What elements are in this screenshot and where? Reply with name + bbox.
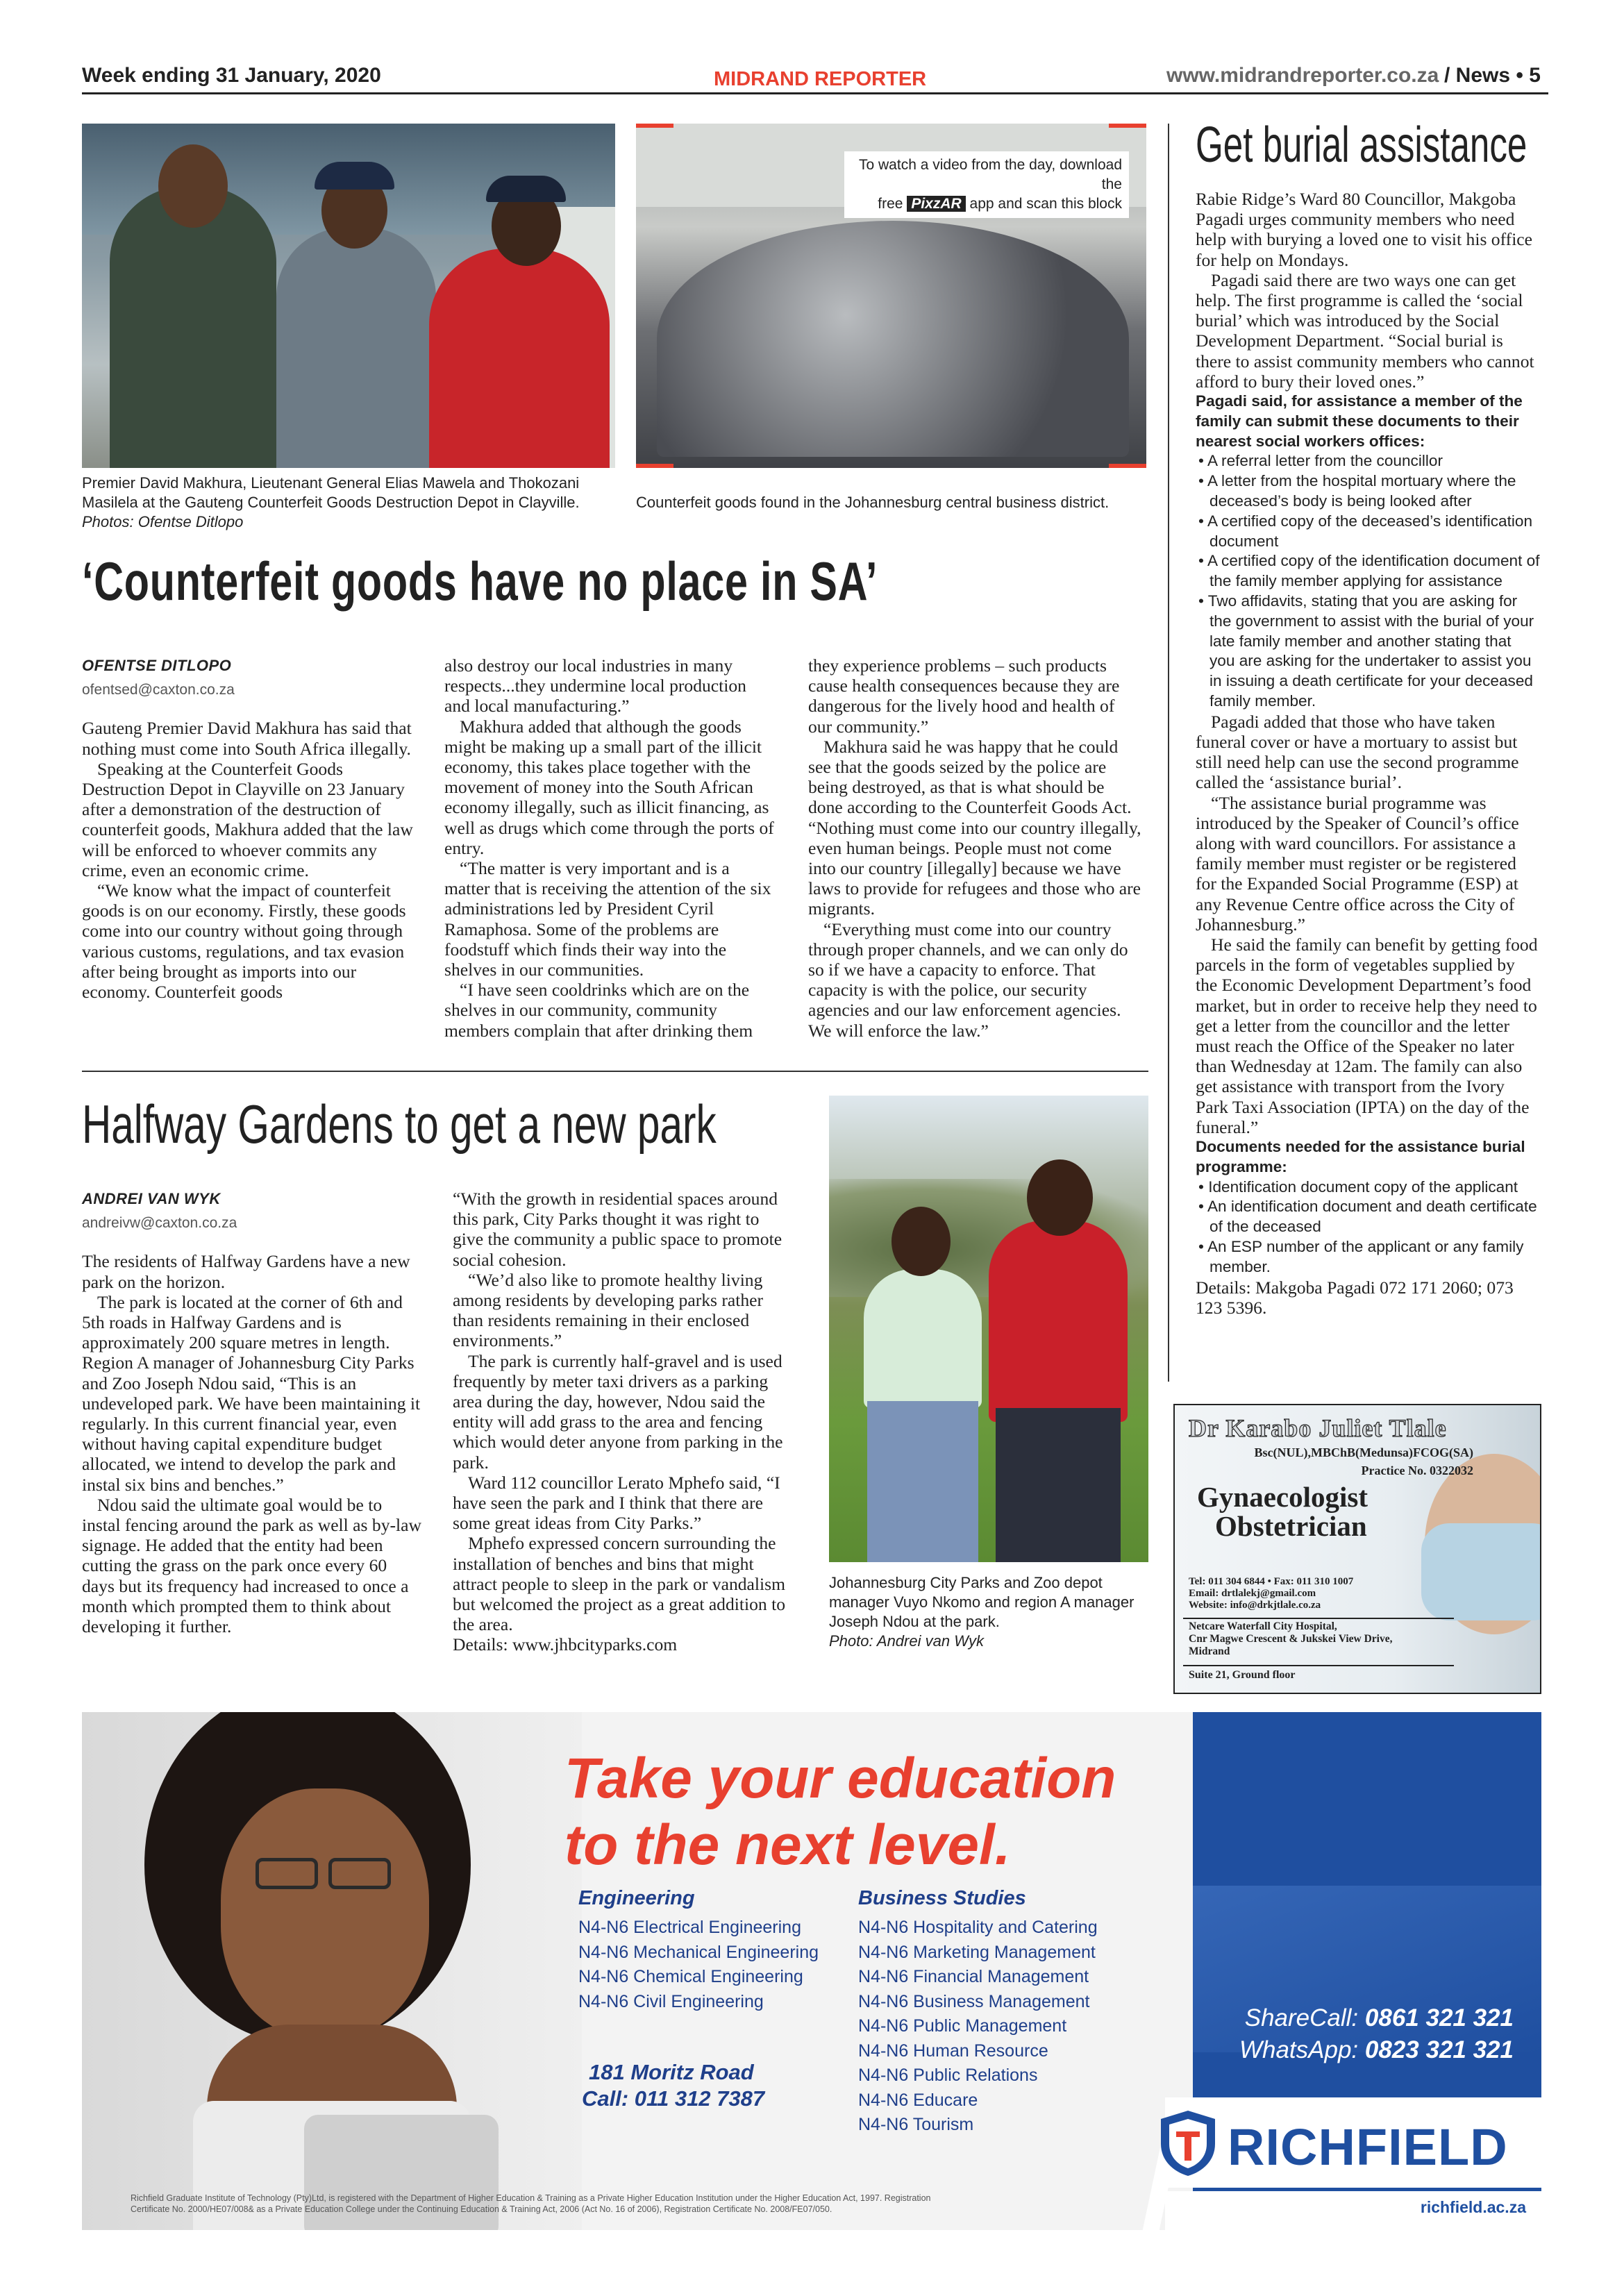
list-item: • An ESP number of the applicant or any family member. — [1198, 1238, 1524, 1275]
caption-text: Premier David Makhura, Lieutenant General Elias Mawela and Thokozani Masilela at the Gauteng Counterfeit Goods Destruction Depot in Clayville. — [82, 474, 580, 511]
course-item: N4-N6 Electrical Engineering — [578, 1918, 801, 1937]
practice-number: Practice No. 0322032 — [1361, 1464, 1473, 1477]
richfield-ad[interactable] — [82, 1712, 1541, 2230]
course-item: N4-N6 Financial Management — [858, 1967, 1089, 1986]
goods-caption: Counterfeit goods found in the Johannesburg central business district. — [636, 494, 1110, 511]
course-item: N4-N6 Chemical Engineering — [578, 1967, 803, 1986]
course-item: N4-N6 Civil Engineering — [578, 1991, 764, 2011]
park-headline: Halfway Gardens to get a new park — [82, 1093, 717, 1155]
richfield-shield-icon — [1157, 2108, 1219, 2177]
doctor-quals: Bsc(NUL),MBChB(Medunsa)FCOG(SA) — [1254, 1446, 1473, 1459]
counterfeit-goods-photo — [636, 124, 1146, 468]
park-col-1: ANDREI VAN WYK andreivw@caxton.co.za The residents of Halfway Gardens have a new park on the horizon. The park is located at the corner of 6th and 5th roads in Halfway Gardens and is approximately 200 square metres in length. Region A manager of Johannesburg City Parks and Zoo Joseph Ndou said, “This is an undeveloped park. We have been maintaining it regularly. In this current financial year, even without having capital expenditure budget allocated, we intend to develop the park and instal six bins and benches.” Ndou said the ultimate goal would be to instal fencing around the park as well as by-law signage. He added that the entity had been cutting the grass on the park once every 60 days but its frequency had increased to once a month which prompted them to think about developing it further. — [82, 1190, 421, 1637]
site-url[interactable]: www.midrandreporter.co.za — [1166, 64, 1439, 87]
paper-name: MIDRAND REPORTER — [714, 68, 927, 90]
section-label: / News • 5 — [1444, 64, 1541, 87]
counterfeit-email[interactable]: ofentsed@caxton.co.za — [82, 682, 235, 698]
park-col-2: “With the growth in residential spaces around this park, City Parks thought it was right to give the community a public space to promote social cohesion. “We’d also like to promote healthy living among residents by developing parks rather than residents remaining in their enclosed environments.” The park is currently half-gravel and is used frequently by meter taxi drivers as a parking area during the day, however, Ndou said the entity will add grass to the area and fencing which would deter anyone from parking in the park. Ward 112 councillor Lerato Mphefo said, “I have seen the park and I think that there are some great ideas from City Parks.” Mphefo expressed concern surrounding the installation of benches and bins that might attract people to sleep in the park or vandalism but welcomed the project as a great addition to the area. Details: www.jhbcityparks.com — [453, 1189, 786, 1655]
ad-headline: Take your education to the next level. — [564, 1747, 1116, 1877]
course-item: N4-N6 Mechanical Engineering — [578, 1942, 819, 1962]
list-item: • A certified copy of the deceased’s identification document — [1198, 512, 1533, 550]
course-item: N4-N6 Business Management — [858, 1991, 1090, 2011]
richfield-logo-text: RICHFIELD — [1228, 2118, 1508, 2176]
officials-photo — [82, 124, 615, 468]
course-item: N4-N6 Public Relations — [858, 2065, 1038, 2085]
list-item: • Identification document copy of the applicant — [1198, 1178, 1518, 1196]
pixzar-logo: PixzAR — [907, 196, 965, 212]
park-caption: Johannesburg City Parks and Zoo depot manager Vuyo Nkomo and region A manager Joseph Ndou at the park. Photo: Andrei van Wyk — [829, 1574, 1135, 1650]
counterfeit-col-2: also destroy our local industries in many respects...they undermine local production and local manufacturing.” Makhura added that although the goods might be making up a small part of the illicit economy, this takes place together with the movement of money into the South African economy illegally, such as illicit financing, as well as drugs which come through the ports of entry. “The matter is very important and is a matter that is receiving the attention of the six administrations led by President Cyril Ramaphosa. Some of the problems are foodstuff which finds their way into the shelves in our communities. “I have seen cooldrinks which are on the shelves in our community, community members complain that after drinking them — [444, 655, 774, 1041]
sharecall-whatsapp: ShareCall: 0861 321 321 WhatsApp: 0823 321 321 — [1239, 2004, 1514, 2063]
richfield-url[interactable]: richfield.ac.za — [1420, 2198, 1526, 2216]
doctor-contacts: Tel: 011 304 6844 • Fax: 011 310 1007 Email: drtlalekj@gmail.com Website: info@drkjtlale.co.za — [1189, 1576, 1354, 1611]
park-photo — [829, 1096, 1148, 1562]
list-item: • Two affidavits, stating that you are asking for the government to assist with the burial of your late family member and another stating that you are asking for the undertaker to assist you in issuing a death certificate for your deceased family member. — [1198, 592, 1534, 710]
photo-credit: Photos: Ofentse Ditlopo — [82, 513, 244, 530]
doctor-address: Netcare Waterfall City Hospital, Cnr Magwe Crescent & Jukskei View Drive, Midrand — [1189, 1620, 1393, 1657]
business-courses: Business Studies N4-N6 Hospitality and Catering N4-N6 Marketing Management N4-N6 Financial Management N4-N6 Business Management N4-N6 Public Management N4-N6 Human Resource N4-N6 Public Relations N4-N6 Educare N4-N6 Tourism — [858, 1887, 1098, 2138]
course-item: N4-N6 Educare — [858, 2090, 978, 2110]
course-item: N4-N6 Marketing Management — [858, 1942, 1096, 1962]
burial-headline: Get burial assistance — [1196, 117, 1527, 173]
list-item: • A certified copy of the identification document of the family member applying for assistance — [1198, 552, 1540, 590]
ad-fineprint: Richfield Graduate Institute of Technology (Pty)Ltd, is registered with the Department of Higher Education & Training as a Private Higher Education Institution under the Higher Education Act, 1997. Registration Certificate No. 2000/HE07/008& as a Private Education College under the Continuing Education & Training Act, 2006 (Act No. 16 of 2006), Registration Certificate No. 2008/FE07/050. — [131, 2193, 931, 2214]
header-rule — [82, 92, 1548, 94]
section-divider — [82, 1071, 1148, 1072]
counterfeit-col-1: OFENTSE DITLOPO ofentsed@caxton.co.za Gauteng Premier David Makhura has said that nothing must come into South Africa illegally. Speaking at the Counterfeit Goods Destruction Depot in Clayville on 23 January after a demonstration of the destruction of counterfeit goods, Makhura added that the law will be enforced to whoever commits any crime, even an economic crime. “We know what the impact of counterfeit goods is on our economy. Firstly, these goods come into our country without going through various customs, regulations, and tax evasion after being brought as imports into our economy. Counterfeit goods — [82, 657, 413, 1003]
list-item: • A referral letter from the councillor — [1198, 452, 1443, 470]
park-email[interactable]: andreivw@caxton.co.za — [82, 1215, 237, 1232]
specialty-1: Gynaecologist — [1197, 1481, 1368, 1513]
course-item: N4-N6 Hospitality and Catering — [858, 1918, 1098, 1937]
campus-contact: 181 Moritz Road Call: 011 312 7387 — [582, 2060, 765, 2111]
list-item: • A letter from the hospital mortuary where the deceased’s body is being looked after — [1198, 472, 1516, 510]
officials-caption — [82, 474, 617, 532]
course-item: N4-N6 Tourism — [858, 2115, 974, 2134]
sidebar-rule — [1168, 124, 1169, 1382]
course-item: N4-N6 Public Management — [858, 2016, 1067, 2036]
park-author: ANDREI VAN WYK — [82, 1190, 221, 1207]
student-photo — [82, 1712, 582, 2230]
photo-credit: Photo: Andrei van Wyk — [829, 1632, 984, 1650]
specialty-2: Obstetrician — [1215, 1510, 1367, 1542]
issue-date: Week ending 31 January, 2020 — [82, 64, 381, 87]
doctor-ad[interactable] — [1173, 1404, 1541, 1694]
doctor-suite: Suite 21, Ground floor — [1189, 1669, 1296, 1681]
counterfeit-headline: ‘Counterfeit goods have no place in SA’ — [82, 551, 878, 612]
burial-body: Rabie Ridge’s Ward 80 Councillor, Makgoba Pagadi urges community members who need help with burying a loved one to visit his office for help on Mondays. Pagadi said there are two ways one can get help. The first programme is called the ‘social burial’ which was introduced by the Social Development Department. “Social burial is there to assist community members who cannot afford to bury their loved ones.” Pagadi said, for assistance a member of the family can submit these documents to their nearest social workers offices: • A referral letter from the councillor • A letter from the hospital mortuary where the deceased’s body is being looked after • A certified copy of the deceased’s identification document • A certified copy of the identification document of the family member applying for assistance • Two affidavits, stating that you are asking for the government to assist with the burial of your late family member and another stating that you are asking for the undertaker to assist you in issuing a death certificate for your deceased family member. Pagadi added that those who have taken funeral cover or have a mortuary to assist but still need help can use the second programme called the ‘assistance burial’. “The assistance burial programme was introduced by the Speaker of Council’s office along with ward councillors. For assistance a family member must register or be registered for the Expanded Social Programme (ESP) at any Revenue Centre office across the City of Johannesburg.” He said the family can benefit by getting food parcels in the form of vegetables supplied by the Economic Development Department’s food market, but in order to receive help they need to get a letter from the councillor and the letter must reach the Office of the Speaker no later than Wednesday at 12am. The family can also get assistance with transport from the Ivory Park Taxi Association (IPTA) on the day of the funeral.” Documents needed for the assistance burial programme: • Identification document copy of the applicant • An identification document and death certificate of the deceased • An ESP number of the applicant or any family member. Details: Makgoba Pagadi 072 171 2060; 073 123 5396. — [1196, 189, 1540, 1318]
counterfeit-col-3: they experience problems – such products cause health consequences because they are dangerous for the lively hood and health of our community.” Makhura said he was happy that he could see that the goods seized by the police are being destroyed, as that is what should be done according to the Counterfeit Goods Act. “Nothing must come into our country illegally, even human beings. People must not come into our country [illegally] because we have laws to provide for refugees and those who are migrants. “Everything must come into our country through proper channels, and we can only do so if we have a capacity to enforce. That capacity is with the police, our security agencies and our law enforcement agencies. We will enforce the law.” — [808, 655, 1141, 1041]
counterfeit-author: OFENTSE DITLOPO — [82, 657, 232, 674]
engineering-courses: Engineering N4-N6 Electrical Engineering N4-N6 Mechanical Engineering N4-N6 Chemical Engineering N4-N6 Civil Engineering — [578, 1887, 819, 2014]
doctor-name: Dr Karabo Juliet Tlale — [1189, 1414, 1447, 1442]
list-item: • An identification document and death certificate of the deceased — [1198, 1198, 1537, 1236]
pixzar-prompt: To watch a video from the day, download the free PixzAR app and scan this block — [844, 151, 1129, 218]
course-item: N4-N6 Human Resource — [858, 2041, 1048, 2061]
